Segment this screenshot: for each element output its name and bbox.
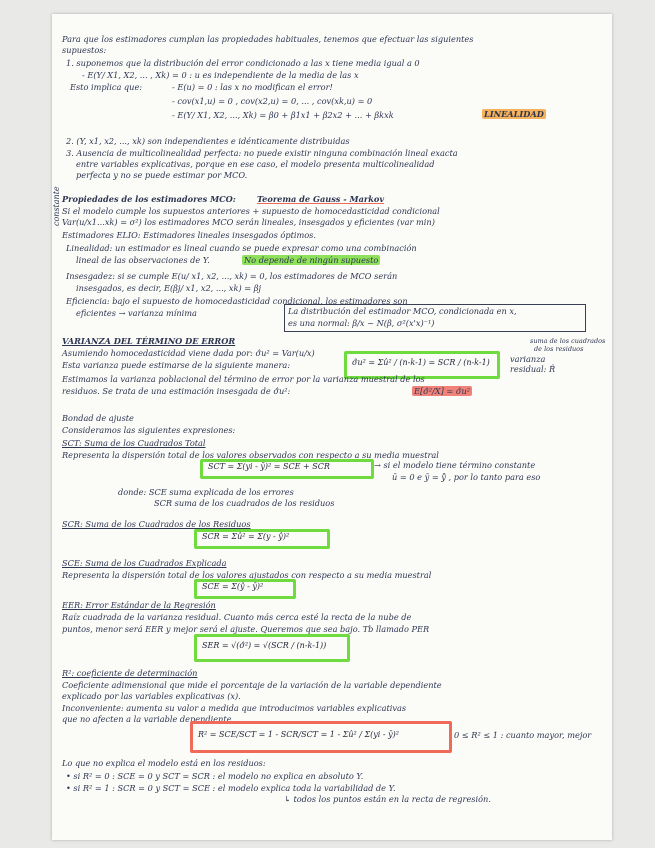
gauss-markov-title: Teorema de Gauss - Markov (257, 194, 385, 204)
eer-line-2: puntos, menor será EER y mejor será el ajuste. Queremos que sea bajo. Tb llamado PER (62, 624, 430, 634)
propiedades-line-4: Estimadores ELIO: Estimadores lineales insesgados óptimos. (62, 230, 316, 240)
varianza-line-1: Asumiendo homocedasticidad viene dada por: σ̂u² = Var(u/x) (62, 348, 315, 358)
supuesto-1-e: - cov(x1,u) = 0 , cov(x2,u) = 0, ... , cov(xk,u) = 0 (172, 96, 373, 106)
supuesto-3-a: 3. Ausencia de multicolinealidad perfecta: no puede existir ninguna combinación lineal exacta (66, 148, 458, 158)
final-line-4: ↳ todos los puntos están en la recta de regresión. (284, 794, 491, 804)
r2-range: 0 ≤ R² ≤ 1 : cuanto mayor, mejor (454, 730, 592, 740)
intro-line-1: Para que los estimadores cumplan las propiedades habituales, tenemos que efectuar las siguientes (62, 34, 474, 44)
final-line-1: Lo que no explica el modelo está en los residuos: (62, 758, 266, 768)
no-depende-highlight: No depende de ningún supuesto (244, 255, 379, 265)
donde-line-1: donde: SCE suma explicada de los errores (118, 487, 294, 497)
sct-title: SCT: Suma de los Cuadrados Total (62, 438, 206, 448)
insesgadez-def-2: insesgados, es decir, E(βj/ x1, x2, ..., xk) = βj (76, 283, 261, 293)
insesgadez-def: Insesgadez: si se cumple E(u/ x1, x2, ..., xk) = 0, los estimadores de MCO serán (66, 271, 398, 281)
distribucion-line-2: es una normal: β/x ~ N(β, σ²(x'x)⁻¹) (288, 318, 435, 328)
linealidad-tag (482, 109, 546, 119)
linealidad-def: Linealidad: un estimador es lineal cuando se puede expresar como una combinación (66, 243, 417, 253)
eficiencia-def: Eficiencia: bajo el supuesto de homocedasticidad condicional, los estimadores son (66, 296, 408, 306)
no-depende-tag (242, 255, 380, 265)
intro-line-2: supuestos: (62, 45, 107, 55)
supuesto-3-c: perfecta y no se puede estimar por MCO. (76, 170, 248, 180)
r2-line-3: Inconveniente: aumenta su valor a medida que introducimos variables explicativas (62, 703, 407, 713)
supuesto-3-b: entre variables explicativas, porque en ese caso, el modelo presenta multicolinealidad (76, 159, 435, 169)
sct-formula: SCT = Σ(yi - ȳ)² = SCE + SCR (208, 462, 330, 471)
supuesto-1: 1. suponemos que la distribución del error condicionado a las x tiene media igual a 0 (66, 58, 420, 68)
scr-formula: SCR = Σû² = Σ(y - ŷ)² (202, 532, 290, 541)
esperanza-tag (412, 386, 472, 396)
sce-description: Representa la dispersión total de los valores ajustados con respecto a su media muestral (62, 570, 432, 580)
varianza-note-1: suma de los cuadrados (530, 337, 606, 345)
propiedades-line-3: Var(u/x1...xk) = σ²) los estimadores MCO serán lineales, insesgados y eficientes (var min) (62, 217, 435, 227)
linealidad-def-2: lineal de las observaciones de Y. (76, 255, 210, 265)
sct-description: Representa la dispersión total de los valores observados con respecto a su media muestral (62, 450, 439, 460)
r2-formula: R² = SCE/SCT = 1 - SCR/SCT = 1 - Σû² / Σ(yi - ȳ)² (198, 730, 399, 739)
esperanza-highlight: E[σ̂²/X] = σ̂u² (414, 386, 471, 396)
scr-title: SCR: Suma de los Cuadrados de los Residuos (62, 519, 251, 529)
notebook-page (52, 14, 612, 840)
eer-line-1: Raíz cuadrada de la varianza residual. Cuanto más cerca esté la recta de la nube de (62, 612, 412, 622)
varianza-note-4: residual: R̂ (510, 364, 556, 374)
side-note-constante: constante (52, 186, 61, 226)
supuesto-1-b: - E(Y/ X1, X2, ... , Xk) = 0 : u es independiente de la media de las x (82, 70, 359, 80)
sct-note-2: ū = 0 e ȳ = ŷ̄ , por lo tanto para eso (392, 472, 541, 482)
distribucion-line-1: La distribución del estimador MCO, condicionada en x, (288, 306, 517, 316)
r2-line-4: que no afecten a la variable dependiente. (62, 714, 235, 724)
varianza-note-3: varianza (510, 354, 546, 364)
sct-note-1: → si el modelo tiene término constante (374, 460, 536, 470)
donde-line-2: SCR suma de los cuadrados de los residuos (154, 498, 335, 508)
eficiencia-def-2: eficientes → varianza mínima (76, 308, 197, 318)
varianza-title: VARIANZA DEL TÉRMINO DE ERROR (62, 336, 236, 346)
varianza-line-2: Esta varianza puede estimarse de la siguiente manera: (62, 360, 291, 370)
varianza-note-2: de los residuos (534, 345, 584, 353)
final-line-3: • si R² = 1 : SCR = 0 y SCT = SCE : el modelo explica toda la variabilidad de Y. (66, 783, 396, 793)
propiedades-title: Propiedades de los estimadores MCO: (62, 194, 236, 204)
varianza-formula: σ̂u² = Σû² / (n-k-1) = SCR / (n-k-1) (352, 358, 490, 367)
r2-line-2: explicado por las variables explicativas (x). (62, 691, 241, 701)
r2-title: R²: coeficiente de determinación (62, 668, 198, 678)
varianza-line-4: residuos. Se trata de una estimación insesgada de σ̂u²: (62, 386, 291, 396)
eer-formula: SER = √(σ̂²) = √(SCR / (n-k-1)) (202, 641, 327, 650)
bondad-title: Bondad de ajuste (62, 413, 134, 423)
supuesto-2: 2. (Y, x1, x2, ..., xk) son independientes e idénticamente distribuidas (66, 136, 350, 146)
varianza-line-3: Estimamos la varianza poblacional del término de error por la varianza muestral de los (62, 374, 425, 384)
r2-line-1: Coeficiente adimensional que mide el porcentaje de la variación de la variable dependiente (62, 680, 442, 690)
sce-formula: SCE = Σ(ŷ - ȳ)² (202, 582, 264, 591)
eer-title: EER: Error Estándar de la Regresión (62, 600, 216, 610)
linealidad-highlight: LINEALIDAD (484, 109, 544, 119)
supuesto-1-c: Esto implica que: (70, 82, 143, 92)
supuesto-1-d: - E(u) = 0 : las x no modifican el error! (172, 82, 333, 92)
sce-title: SCE: Suma de los Cuadrados Explicada (62, 558, 227, 568)
final-line-2: • si R² = 0 : SCE = 0 y SCT = SCR : el modelo no explica en absoluto Y. (66, 771, 364, 781)
supuesto-1-f: - E(Y/ X1, X2, ..., Xk) = β0 + β1x1 + β2x2 + ... + βkxk (172, 110, 394, 120)
bondad-line-1: Consideramos las siguientes expresiones: (62, 425, 236, 435)
propiedades-line-2: Si el modelo cumple los supuestos anteriores + supuesto de homocedasticidad condicional (62, 206, 440, 216)
